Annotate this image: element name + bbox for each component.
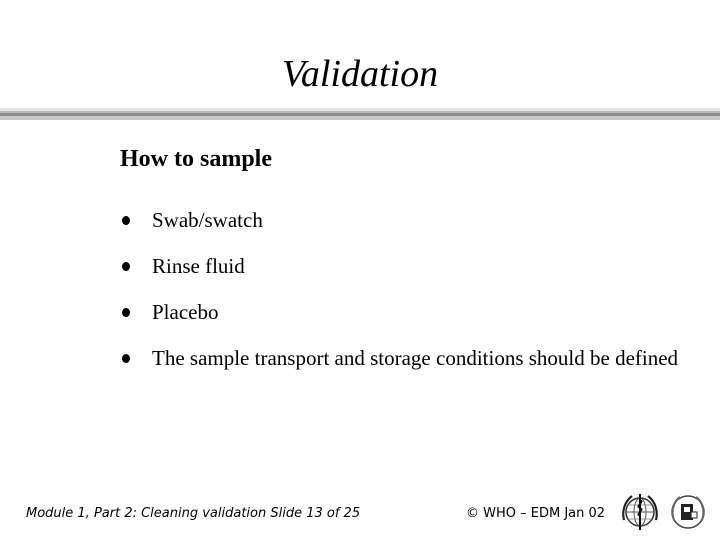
slide-title: Validation bbox=[281, 53, 439, 95]
organisation-emblem-icon bbox=[666, 490, 710, 534]
footer-module-info: Module 1, Part 2: Cleaning validation Slide 13 of 25 bbox=[26, 506, 361, 521]
bullet-text: Swab/swatch bbox=[152, 208, 263, 232]
bullet-list bbox=[120, 203, 700, 387]
bullet-text: Rinse fluid bbox=[152, 254, 245, 278]
bullet-text: The sample transport and storage conditions should be defined bbox=[152, 346, 679, 370]
bullet-item bbox=[120, 249, 700, 283]
footer-copyright: © WHO – EDM Jan 02 bbox=[466, 506, 606, 521]
slide-subtitle: How to sample bbox=[120, 146, 272, 172]
bullet-dot-icon bbox=[122, 308, 130, 317]
bullet-item bbox=[120, 203, 700, 237]
bullet-text: Placebo bbox=[152, 300, 219, 324]
title-divider bbox=[0, 108, 720, 120]
bullet-dot-icon bbox=[122, 354, 130, 363]
bullet-dot-icon bbox=[122, 262, 130, 271]
bullet-dot-icon bbox=[122, 216, 130, 225]
bullet-item bbox=[120, 295, 700, 329]
who-emblem-icon bbox=[618, 490, 662, 534]
bullet-item bbox=[120, 341, 700, 375]
